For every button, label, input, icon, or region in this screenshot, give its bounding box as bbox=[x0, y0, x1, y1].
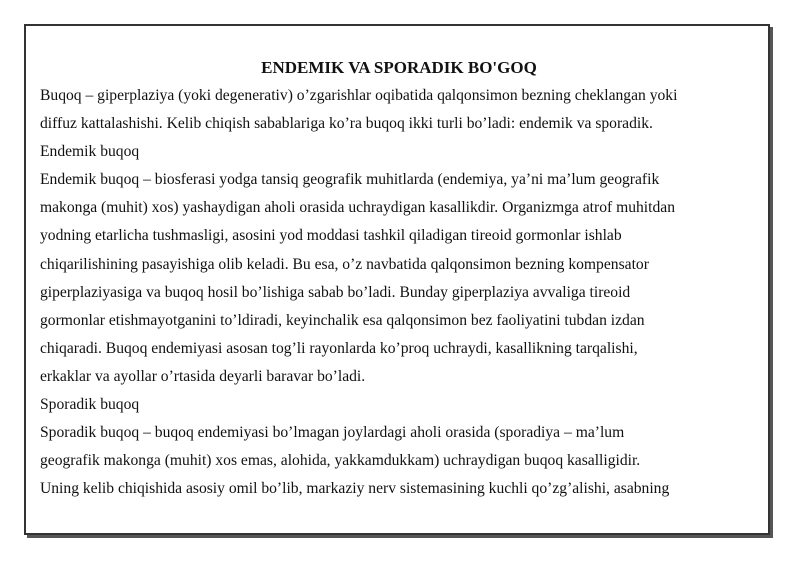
document-page bbox=[24, 24, 770, 535]
text-line: gormonlar etishmayotganini to’ldiradi, keyinchalik esa qalqonsimon bez faoliyatini tubdan izdan bbox=[40, 311, 645, 329]
section-heading-sporadic bbox=[40, 391, 758, 419]
heading-line: Endemik buqoq bbox=[40, 143, 140, 161]
text-line: chiqaradi. Buqoq endemiyasi asosan tog’li rayonlarda ko’proq uchraydi, kasallikning tarqalishi, bbox=[40, 339, 638, 357]
text-line: chiqarilishining pasayishiga olib keladi. Bu esa, o’z navbatida qalqonsimon bezning kompensator bbox=[40, 255, 649, 273]
text-line: yodning etarlicha tushmasligi, asosini yod moddasi tashkil qiladigan tireoid gormonlar ishlab bbox=[40, 227, 622, 245]
document-title: ENDEMIK VA SPORADIK BO'GOQ bbox=[261, 58, 537, 77]
text-line: Endemik buqoq – biosferasi yodga tansiq geografik muhitlarda (endemiya, ya’ni ma’lum geografik bbox=[40, 171, 660, 189]
text-line: erkaklar va ayollar o’rtasida deyarli baravar bo’ladi. bbox=[40, 367, 366, 385]
text-line: Uning kelib chiqishida asosiy omil bo’lib, markaziy nerv sistemasining kuchli qo’zg’alishi, asabning bbox=[40, 480, 670, 498]
paragraph-sporadic bbox=[40, 419, 758, 503]
text-line: geografik makonga (muhit) xos emas, alohida, yakkamdukkam) uchraydigan buqoq kasalligidir. bbox=[40, 452, 641, 470]
text-line: makonga (muhit) xos) yashaydigan aholi orasida uchraydigan kasallikdir. Organizmga atrof muhitdan bbox=[40, 199, 675, 217]
paragraph-intro bbox=[40, 82, 758, 138]
section-heading-endemic bbox=[40, 138, 758, 166]
text-line: Buqoq – giperplaziya (yoki degenerativ) o’zgarishlar oqibatida qalqonsimon bezning cheklangan yoki bbox=[40, 87, 678, 104]
paragraph-endemic bbox=[40, 166, 758, 391]
document-body bbox=[40, 54, 758, 503]
text-line: diffuz kattalashishi. Kelib chiqish sabablariga ko’ra buqoq ikki turli bo’ladi: endemik va sporadik. bbox=[40, 115, 653, 133]
text-line: Sporadik buqoq – buqoq endemiyasi bo’lmagan joylardagi aholi orasida (sporadiya – ma’lum bbox=[40, 424, 625, 442]
heading-line: Sporadik buqoq bbox=[40, 396, 140, 414]
text-line: giperplaziyasiga va buqoq hosil bo’lishiga sabab bo’ladi. Bunday giperplaziya avvaliga tireoid bbox=[40, 283, 631, 301]
